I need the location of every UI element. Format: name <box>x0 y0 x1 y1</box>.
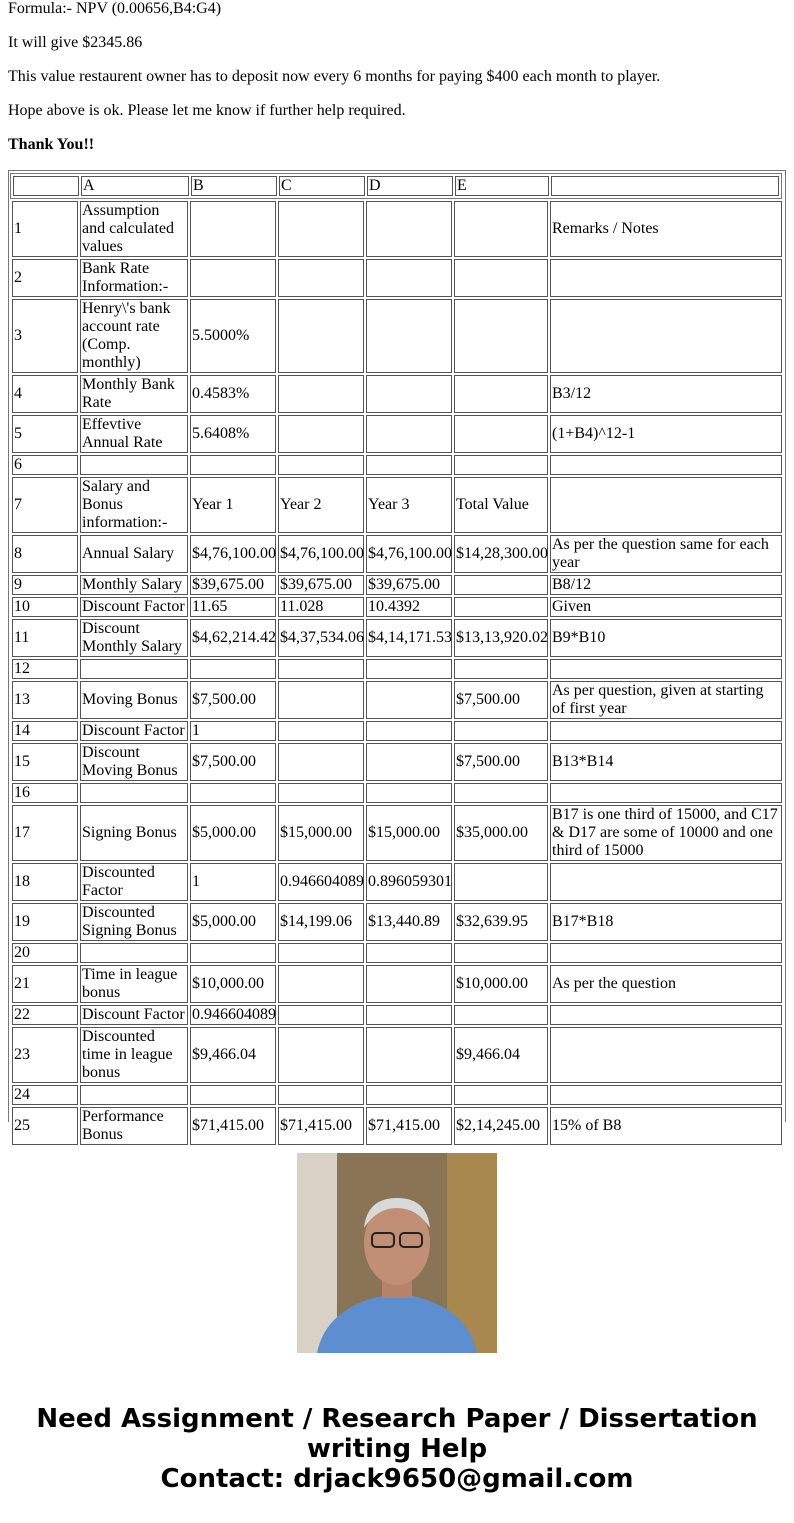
table-cell: 22 <box>12 1005 78 1025</box>
table-cell <box>454 943 548 963</box>
table-cell: 17 <box>12 805 78 861</box>
table-cell: B3/12 <box>550 375 782 413</box>
table-cell <box>550 477 782 533</box>
table-cell <box>550 1005 782 1025</box>
table-cell: Annual Salary <box>80 535 188 573</box>
table-cell: $14,28,300.00 <box>454 535 548 573</box>
column-header <box>551 176 779 196</box>
table-cell: $10,000.00 <box>454 965 548 1003</box>
table-cell: $39,675.00 <box>190 575 276 595</box>
table-header <box>10 173 782 199</box>
table-cell <box>190 259 276 297</box>
table-cell: As per the question <box>550 965 782 1003</box>
table-cell: B13*B14 <box>550 743 782 781</box>
table-cell <box>190 201 276 257</box>
table-cell <box>190 1085 276 1105</box>
table-row <box>12 1085 782 1105</box>
table-cell: 0.946604089 <box>278 863 364 901</box>
table-cell: 9 <box>12 575 78 595</box>
table-cell <box>550 659 782 679</box>
table-cell: 13 <box>12 681 78 719</box>
table-cell: Monthly Bank Rate <box>80 375 188 413</box>
table-cell: $4,37,534.06 <box>278 619 364 657</box>
table-cell: 3 <box>12 299 78 373</box>
table-row <box>12 597 782 617</box>
table-cell <box>278 375 364 413</box>
table-cell <box>550 863 782 901</box>
table-cell <box>278 299 364 373</box>
column-header <box>13 176 79 196</box>
table-cell: 11.028 <box>278 597 364 617</box>
table-cell: $7,500.00 <box>454 743 548 781</box>
table-cell <box>278 1027 364 1083</box>
footer-banner <box>0 1404 794 1494</box>
table-cell <box>454 659 548 679</box>
table-cell: Total Value <box>454 477 548 533</box>
column-header: E <box>455 176 549 196</box>
table-cell: $15,000.00 <box>366 805 452 861</box>
table-cell <box>366 659 452 679</box>
table-cell: $13,440.89 <box>366 903 452 941</box>
table-cell: 5.5000% <box>190 299 276 373</box>
table-cell <box>366 1027 452 1083</box>
table-cell: $4,62,214.42 <box>190 619 276 657</box>
table-cell <box>454 783 548 803</box>
table-cell: 15 <box>12 743 78 781</box>
table-cell: Year 1 <box>190 477 276 533</box>
table-cell <box>454 259 548 297</box>
table-cell: Moving Bonus <box>80 681 188 719</box>
table-cell: Discount Factor <box>80 1005 188 1025</box>
table-cell <box>454 1005 548 1025</box>
table-cell: 4 <box>12 375 78 413</box>
table-cell <box>278 259 364 297</box>
table-cell <box>366 681 452 719</box>
table-cell <box>366 1085 452 1105</box>
table-cell <box>80 943 188 963</box>
table-cell: 5.6408% <box>190 415 276 453</box>
table-cell <box>366 299 452 373</box>
table-body <box>10 199 784 1147</box>
table-cell <box>366 455 452 475</box>
table-cell <box>454 201 548 257</box>
table-cell <box>366 1005 452 1025</box>
table-cell <box>454 455 548 475</box>
table-cell: 10.4392 <box>366 597 452 617</box>
table-cell: 25 <box>12 1107 78 1145</box>
table-cell <box>366 721 452 741</box>
table-cell <box>190 659 276 679</box>
table-row <box>12 477 782 533</box>
table-cell <box>366 965 452 1003</box>
table-cell <box>454 597 548 617</box>
table-cell <box>80 783 188 803</box>
table-cell: 1 <box>12 201 78 257</box>
table-row <box>12 1107 782 1145</box>
table-cell <box>550 455 782 475</box>
table-cell <box>278 415 364 453</box>
table-cell: Discounted Signing Bonus <box>80 903 188 941</box>
table-cell: $9,466.04 <box>190 1027 276 1083</box>
table-cell <box>278 965 364 1003</box>
table-cell: Discount Factor <box>80 721 188 741</box>
table-row <box>12 783 782 803</box>
table-cell <box>550 943 782 963</box>
table-cell: 1 <box>190 721 276 741</box>
table-cell: $35,000.00 <box>454 805 548 861</box>
column-header: C <box>279 176 365 196</box>
footer-help-text: Need Assignment / Research Paper / Dissertation writing Help <box>36 1404 758 1464</box>
table-cell: 1 <box>190 863 276 901</box>
table-cell: $71,415.00 <box>366 1107 452 1145</box>
table-cell: Discount Factor <box>80 597 188 617</box>
table-cell: As per the question same for each year <box>550 535 782 573</box>
table-cell <box>278 783 364 803</box>
table-row <box>12 201 782 257</box>
table-cell: $15,000.00 <box>278 805 364 861</box>
table-cell: $71,415.00 <box>278 1107 364 1145</box>
table-cell: $7,500.00 <box>454 681 548 719</box>
table-cell: 18 <box>12 863 78 901</box>
table-cell: Time in league bonus <box>80 965 188 1003</box>
table-row <box>12 863 782 901</box>
table-cell: Assumption and calculated values <box>80 201 188 257</box>
table-cell: $4,76,100.00 <box>278 535 364 573</box>
table-cell: Discounted time in league bonus <box>80 1027 188 1083</box>
table-cell: Discount Monthly Salary <box>80 619 188 657</box>
table-cell: Signing Bonus <box>80 805 188 861</box>
closing-text: Hope above is ok. Please let me know if further help required. <box>8 102 406 119</box>
table-row <box>12 1005 782 1025</box>
table-cell: $7,500.00 <box>190 681 276 719</box>
table-cell: 0.4583% <box>190 375 276 413</box>
table-cell <box>550 259 782 297</box>
table-cell: Salary and Bonus information:- <box>80 477 188 533</box>
table-cell <box>278 943 364 963</box>
table-row <box>12 681 782 719</box>
table-cell: $5,000.00 <box>190 805 276 861</box>
table-cell <box>278 681 364 719</box>
table-cell: 15% of B8 <box>550 1107 782 1145</box>
table-cell: Henry\'s bank account rate (Comp. monthly) <box>80 299 188 373</box>
table-cell <box>366 259 452 297</box>
table-cell: $13,13,920.02 <box>454 619 548 657</box>
table-cell: 0.896059301 <box>366 863 452 901</box>
table-cell: Monthly Salary <box>80 575 188 595</box>
table-cell: 6 <box>12 455 78 475</box>
table-cell <box>278 659 364 679</box>
table-cell: (1+B4)^12-1 <box>550 415 782 453</box>
table-row <box>12 903 782 941</box>
table-cell: 21 <box>12 965 78 1003</box>
table-cell <box>80 659 188 679</box>
table-row <box>12 455 782 475</box>
table-cell: 23 <box>12 1027 78 1083</box>
table-cell: As per question, given at starting of first year <box>550 681 782 719</box>
footer-contact: Contact: drjack9650@gmail.com <box>160 1464 634 1494</box>
table-row <box>12 1027 782 1083</box>
table-cell <box>454 375 548 413</box>
table-cell: Effevtive Annual Rate <box>80 415 188 453</box>
table-cell: 20 <box>12 943 78 963</box>
table-cell: $2,14,245.00 <box>454 1107 548 1145</box>
table-cell: B17*B18 <box>550 903 782 941</box>
table-cell: Year 2 <box>278 477 364 533</box>
table-cell <box>278 1005 364 1025</box>
table-cell <box>366 783 452 803</box>
table-row <box>12 299 782 373</box>
explanation-text: This value restaurent owner has to deposit now every 6 months for paying $400 each month to player. <box>8 68 661 85</box>
table-cell <box>454 415 548 453</box>
table-cell: $10,000.00 <box>190 965 276 1003</box>
table-cell <box>190 783 276 803</box>
table-cell <box>80 455 188 475</box>
table-row <box>12 415 782 453</box>
table-cell <box>366 943 452 963</box>
column-header: A <box>81 176 189 196</box>
table-cell: 8 <box>12 535 78 573</box>
table-cell: $4,14,171.53 <box>366 619 452 657</box>
table-cell <box>366 743 452 781</box>
author-photo <box>297 1153 497 1353</box>
table-cell: 11.65 <box>190 597 276 617</box>
table-cell: 16 <box>12 783 78 803</box>
table-cell <box>454 863 548 901</box>
table-row <box>12 943 782 963</box>
table-cell <box>366 375 452 413</box>
table-cell <box>454 721 548 741</box>
table-cell: 0.946604089 <box>192 1006 276 1023</box>
table-cell <box>278 743 364 781</box>
table-cell: Year 3 <box>366 477 452 533</box>
table-cell: Performance Bonus <box>80 1107 188 1145</box>
column-header: D <box>367 176 453 196</box>
table-cell: $39,675.00 <box>366 575 452 595</box>
table-cell <box>190 455 276 475</box>
table-cell: 24 <box>12 1085 78 1105</box>
table-cell: B9*B10 <box>550 619 782 657</box>
table-cell <box>190 943 276 963</box>
table-row <box>12 619 782 657</box>
table-cell <box>366 201 452 257</box>
table-cell <box>550 299 782 373</box>
table-cell: $39,675.00 <box>278 575 364 595</box>
table-cell <box>278 721 364 741</box>
table-cell <box>278 1085 364 1105</box>
table-row <box>12 805 782 861</box>
table-cell <box>550 783 782 803</box>
thanks-text: Thank You!! <box>8 136 95 153</box>
table-cell: $32,639.95 <box>454 903 548 941</box>
table-cell <box>550 1027 782 1083</box>
table-cell: 5 <box>12 415 78 453</box>
table-cell: 2 <box>12 259 78 297</box>
table-cell: 10 <box>12 597 78 617</box>
table-cell: $14,199.06 <box>278 903 364 941</box>
table-cell <box>80 1085 188 1105</box>
table-row <box>12 259 782 297</box>
table-cell <box>278 201 364 257</box>
table-cell: B17 is one third of 15000, and C17 & D17 are some of 10000 and one third of 15000 <box>550 805 782 861</box>
table-row <box>12 575 782 595</box>
table-cell <box>278 455 364 475</box>
column-header: B <box>191 176 277 196</box>
table-cell: $71,415.00 <box>190 1107 276 1145</box>
table-cell: 19 <box>12 903 78 941</box>
table-cell <box>454 299 548 373</box>
table-cell: Discounted Factor <box>80 863 188 901</box>
table-row <box>12 535 782 573</box>
table-cell <box>550 721 782 741</box>
table-cell: $4,76,100.00 <box>190 535 276 573</box>
table-cell: B8/12 <box>550 575 782 595</box>
table-cell <box>366 415 452 453</box>
spreadsheet-table <box>8 170 786 1143</box>
table-cell: Given <box>550 597 782 617</box>
table-row <box>12 743 782 781</box>
table-cell: 11 <box>12 619 78 657</box>
table-row <box>12 965 782 1003</box>
table-cell <box>454 1085 548 1105</box>
table-row <box>12 375 782 413</box>
formula-text: Formula:- NPV (0.00656,B4:G4) <box>8 0 222 17</box>
table-cell: $9,466.04 <box>454 1027 548 1083</box>
table-cell: 7 <box>12 477 78 533</box>
table-cell: Remarks / Notes <box>550 201 782 257</box>
table-row <box>12 659 782 679</box>
table-cell: $7,500.00 <box>190 743 276 781</box>
table-cell: 14 <box>12 721 78 741</box>
table-cell: $4,76,100.00 <box>366 535 452 573</box>
table-cell: 12 <box>12 659 78 679</box>
result-text: It will give $2345.86 <box>8 34 143 51</box>
table-cell <box>550 1085 782 1105</box>
table-cell: Bank Rate Information:- <box>80 259 188 297</box>
table-cell: $5,000.00 <box>190 903 276 941</box>
table-cell <box>454 575 548 595</box>
table-cell: Discount Moving Bonus <box>80 743 188 781</box>
table-row <box>12 721 782 741</box>
